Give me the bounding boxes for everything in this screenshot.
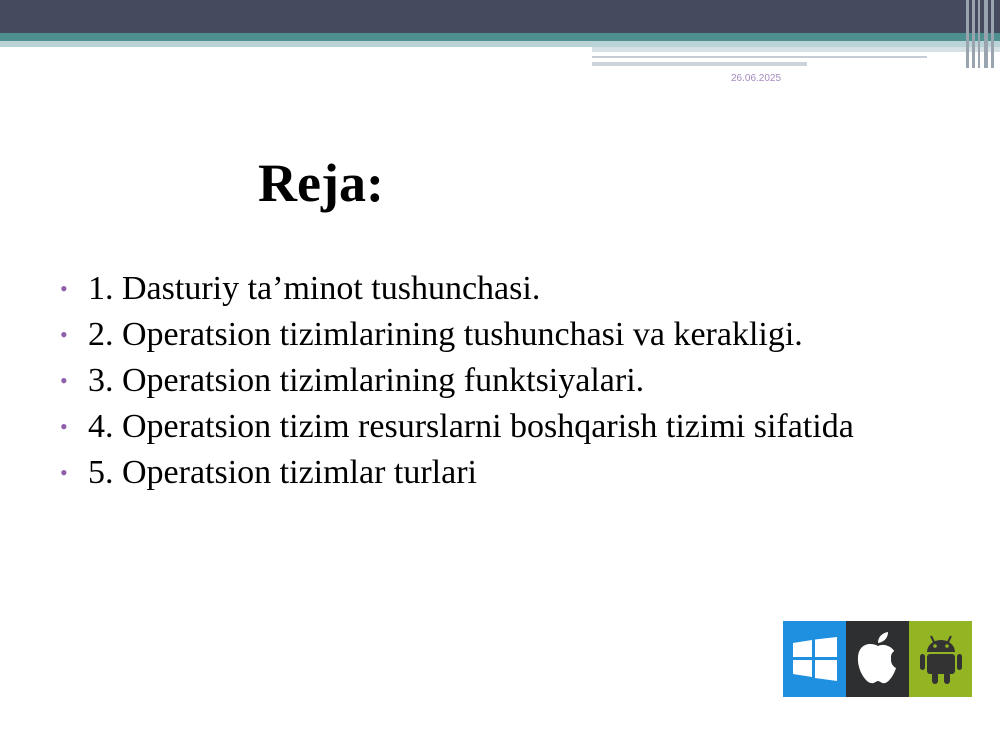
android-icon	[909, 621, 972, 697]
slide-date: 26.06.2025	[731, 73, 782, 84]
bullet-icon: •	[60, 276, 68, 301]
windows-icon	[783, 621, 846, 697]
list-item	[60, 406, 950, 448]
slide-title: Reja:	[258, 153, 384, 213]
agenda-list	[60, 268, 950, 498]
header-stripe-tail	[592, 62, 807, 66]
bullet-icon: •	[60, 460, 68, 485]
list-item	[60, 268, 950, 310]
list-item-text: 3. Operatsion tizimlarining funktsiyalari.	[88, 362, 645, 399]
list-item	[60, 452, 950, 494]
header-vertical-bars	[964, 0, 1000, 68]
list-item-text: 1. Dasturiy ta’minot tushunchasi.	[88, 270, 541, 307]
bullet-icon: •	[60, 322, 68, 347]
header-stripe	[0, 33, 1000, 41]
bullet-icon: •	[60, 368, 68, 393]
apple-icon	[846, 621, 909, 697]
bullet-icon: •	[60, 414, 68, 439]
list-item	[60, 314, 950, 356]
list-item	[60, 360, 950, 402]
header-bar	[0, 0, 1000, 33]
list-item-text: 5. Operatsion tizimlar turlari	[88, 454, 477, 491]
list-item-text: 4. Operatsion tizim resurslarni boshqarish tizimi sifatida	[88, 408, 854, 445]
header-stripe-tail	[592, 47, 1000, 52]
os-logos	[783, 621, 972, 697]
list-item-text: 2. Operatsion tizimlarining tushunchasi va kerakligi.	[88, 316, 803, 353]
header-stripe-tail	[592, 56, 927, 58]
